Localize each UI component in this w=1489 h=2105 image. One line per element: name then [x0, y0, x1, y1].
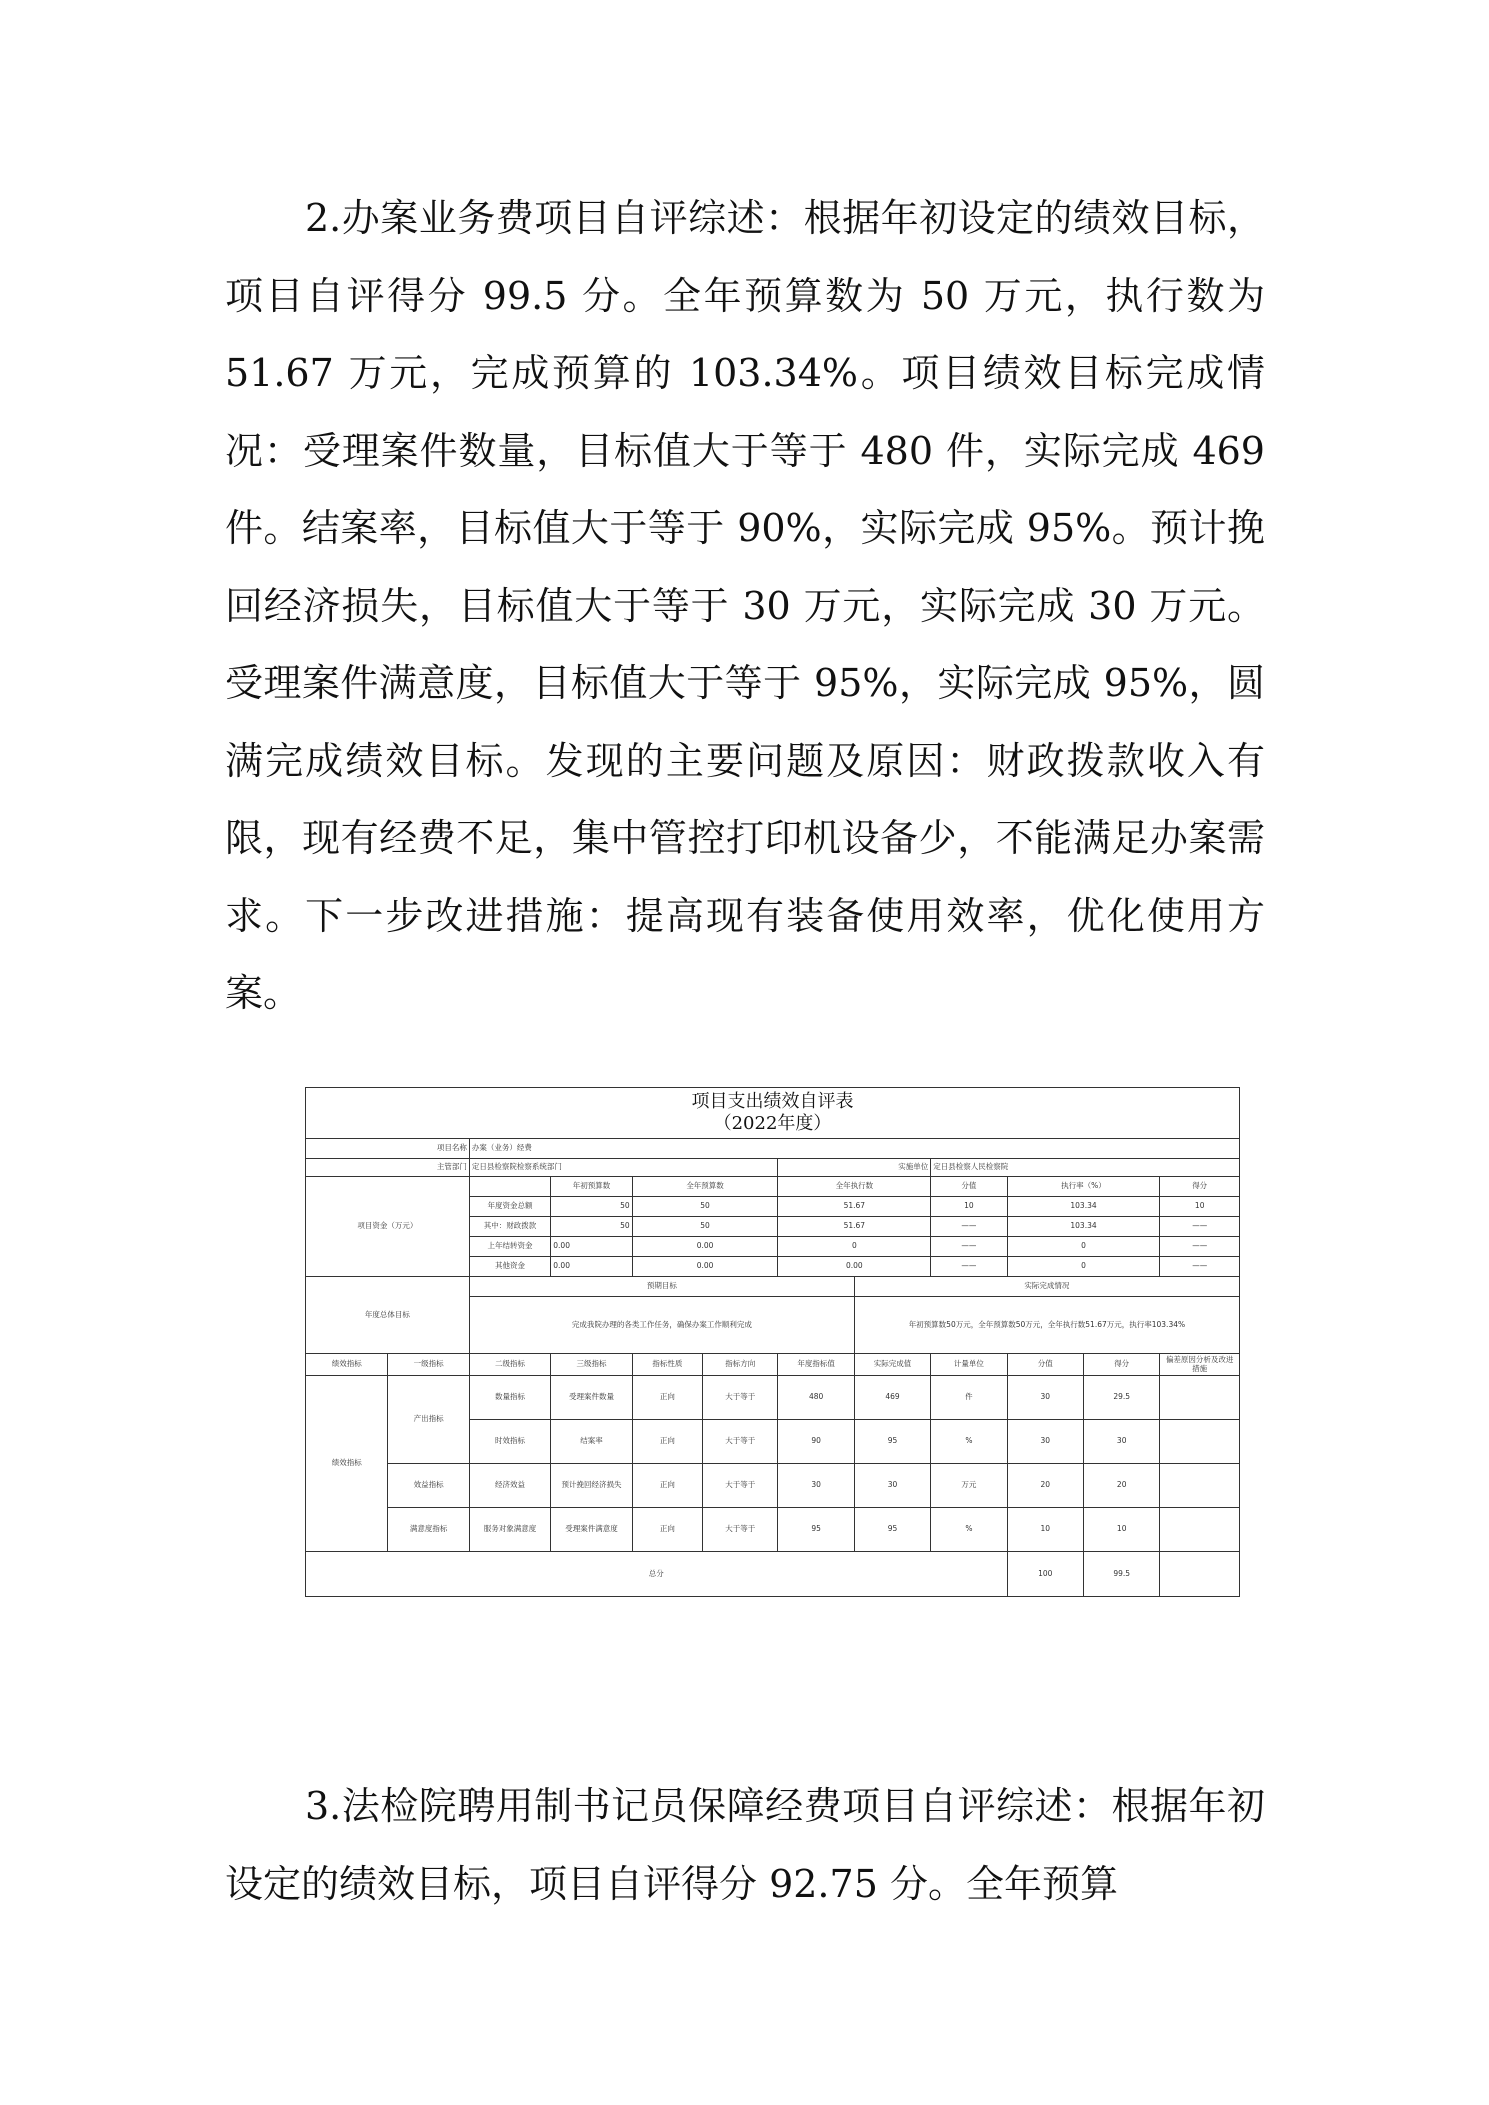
indicator-direction: 大于等于 [703, 1508, 778, 1552]
indicator-actual: 95 [854, 1420, 930, 1464]
funds-row-name: 年度资金总额 [469, 1197, 550, 1217]
funds-full-year: 0.00 [632, 1237, 778, 1257]
indicator-weight: 20 [1007, 1464, 1083, 1508]
indicator-l2: 时效指标 [469, 1420, 550, 1464]
funds-executed: 0.00 [778, 1257, 931, 1277]
funds-weight: —— [931, 1237, 1007, 1257]
indicator-direction: 大于等于 [703, 1376, 778, 1420]
goal-actual: 年初预算数50万元，全年预算数50万元，全年执行数51.67万元，执行率103.34% [854, 1297, 1239, 1354]
dept-value: 定日县检察院检察系统部门 [469, 1159, 778, 1177]
indicator-target: 480 [778, 1376, 854, 1420]
impl-value: 定日县检察人民检察院 [931, 1159, 1240, 1177]
funds-executed: 51.67 [778, 1217, 931, 1237]
ind-header: 得分 [1084, 1354, 1160, 1376]
paragraph-number: 3. [305, 1784, 342, 1828]
indicator-l3: 受理案件满意度 [551, 1508, 632, 1552]
indicator-remark [1160, 1464, 1240, 1508]
funds-row-name: 其他资金 [469, 1257, 550, 1277]
funds-header: 全年执行数 [778, 1177, 931, 1197]
funds-initial: 0.00 [551, 1257, 632, 1277]
table-title: 项目支出绩效自评表 [691, 1090, 854, 1112]
indicator-nature: 正向 [632, 1464, 702, 1508]
funds-rate: 0 [1007, 1257, 1160, 1277]
ind-header: 年度指标值 [778, 1354, 854, 1376]
indicator-weight: 30 [1007, 1420, 1083, 1464]
indicator-nature: 正向 [632, 1420, 702, 1464]
indicator-l3: 受理案件数量 [551, 1376, 632, 1420]
total-weight: 100 [1007, 1552, 1083, 1597]
goal-actual-label: 实际完成情况 [854, 1277, 1239, 1297]
indicator-remark [1160, 1420, 1240, 1464]
ind-header: 分值 [1007, 1354, 1083, 1376]
funds-row-name: 其中：财政拨款 [469, 1217, 550, 1237]
indicator-target: 95 [778, 1508, 854, 1552]
indicator-score: 30 [1084, 1420, 1160, 1464]
goal-expected: 完成我院办理的各类工作任务，确保办案工作顺利完成 [469, 1297, 854, 1354]
table-year: （2022年度） [713, 1113, 832, 1134]
indicator-actual: 95 [854, 1508, 930, 1552]
ind-header: 绩效指标 [306, 1354, 388, 1376]
performance-table-image [305, 1087, 1240, 1604]
ind-header: 实际完成值 [854, 1354, 930, 1376]
funds-weight: —— [931, 1217, 1007, 1237]
satisfaction-label: 满意度指标 [388, 1508, 469, 1552]
funds-rate: 0 [1007, 1237, 1160, 1257]
indicator-score: 20 [1084, 1464, 1160, 1508]
impl-label: 实施单位 [778, 1159, 931, 1177]
ind-header: 指标性质 [632, 1354, 702, 1376]
funds-score: —— [1160, 1217, 1240, 1237]
indicator-target: 90 [778, 1420, 854, 1464]
total-remark [1160, 1552, 1240, 1597]
paragraph-clerk-fund [225, 1768, 1265, 1923]
funds-full-year: 50 [632, 1217, 778, 1237]
goal-label: 年度总体目标 [306, 1277, 470, 1354]
indicator-weight: 10 [1007, 1508, 1083, 1552]
funds-header: 分值 [931, 1177, 1007, 1197]
funds-header: 全年预算数 [632, 1177, 778, 1197]
effect-label: 效益指标 [388, 1464, 469, 1508]
paragraph-text: 办案业务费项目自评综述：根据年初设定的绩效目标，项目自评得分 99.5 分。全年预算数为 50 万元，执行数为 51.67 万元，完成预算的 103.34%。项目绩效目标完成情况：受理案件数量，目标值大于等于 480 件，实际完成 469 件。结案率，目标值大于等于 90%，实际完成 95%。预计挽回经济损失，目标值大于等于 30 万元，实际完成 30 万元。受理案件满意度，目标值大于等于 95%，实际完成 95%，圆满完成绩效目标。发现的主要问题及原因：财政拨款收入有限，现有经费不足，集中管控打印机设备少，不能满足办案需求。下一步改进措施：提高现有装备使用效率，优化使用方案。 [225, 196, 1265, 1015]
funds-rate: 103.34 [1007, 1217, 1160, 1237]
ind-header: 三级指标 [551, 1354, 632, 1376]
indicator-unit: % [931, 1420, 1007, 1464]
project-name: 办案（业务）经费 [469, 1139, 1239, 1159]
funds-label: 项目资金（万元） [306, 1177, 470, 1277]
funds-weight: 10 [931, 1197, 1007, 1217]
indicator-unit: 件 [931, 1376, 1007, 1420]
funds-header: 执行率（%） [1007, 1177, 1160, 1197]
paragraph-office-case-fee [225, 180, 1265, 1033]
indicator-l2: 数量指标 [469, 1376, 550, 1420]
indicator-actual: 30 [854, 1464, 930, 1508]
indicator-unit: 万元 [931, 1464, 1007, 1508]
indicator-l3: 结案率 [551, 1420, 632, 1464]
funds-score: —— [1160, 1257, 1240, 1277]
ind-header: 计量单位 [931, 1354, 1007, 1376]
funds-initial: 0.00 [551, 1237, 632, 1257]
indicator-l3: 预计挽回经济损失 [551, 1464, 632, 1508]
dept-label: 主管部门 [306, 1159, 470, 1177]
funds-header: 得分 [1160, 1177, 1240, 1197]
indicator-remark [1160, 1508, 1240, 1552]
indicator-l2: 服务对象满意度 [469, 1508, 550, 1552]
funds-row-name: 上年结转资金 [469, 1237, 550, 1257]
output-label: 产出指标 [388, 1376, 469, 1464]
indicator-target: 30 [778, 1464, 854, 1508]
indicator-actual: 469 [854, 1376, 930, 1420]
funds-full-year: 0.00 [632, 1257, 778, 1277]
funds-initial: 50 [551, 1217, 632, 1237]
indicator-direction: 大于等于 [703, 1420, 778, 1464]
funds-score: —— [1160, 1237, 1240, 1257]
indicator-score: 29.5 [1084, 1376, 1160, 1420]
funds-header: 年初预算数 [551, 1177, 632, 1197]
indicator-weight: 30 [1007, 1376, 1083, 1420]
goal-expected-label: 预期目标 [469, 1277, 854, 1297]
ind-header: 二级指标 [469, 1354, 550, 1376]
funds-initial: 50 [551, 1197, 632, 1217]
ind-header: 一级指标 [388, 1354, 469, 1376]
indicator-nature: 正向 [632, 1508, 702, 1552]
ind-header: 指标方向 [703, 1354, 778, 1376]
perf-label: 绩效指标 [306, 1376, 388, 1552]
paragraph-number: 2. [305, 196, 342, 240]
funds-full-year: 50 [632, 1197, 778, 1217]
table-title-cell [306, 1088, 1240, 1139]
funds-rate: 103.34 [1007, 1197, 1160, 1217]
indicator-score: 10 [1084, 1508, 1160, 1552]
performance-evaluation-table [305, 1087, 1240, 1597]
indicator-remark [1160, 1376, 1240, 1420]
indicator-direction: 大于等于 [703, 1464, 778, 1508]
project-name-label: 项目名称 [306, 1139, 470, 1159]
paragraph-text: 法检院聘用制书记员保障经费项目自评综述：根据年初设定的绩效目标，项目自评得分 92.75 分。全年预算 [225, 1784, 1265, 1906]
funds-weight: —— [931, 1257, 1007, 1277]
indicator-l2: 经济效益 [469, 1464, 550, 1508]
funds-executed: 0 [778, 1237, 931, 1257]
total-score: 99.5 [1084, 1552, 1160, 1597]
indicator-unit: % [931, 1508, 1007, 1552]
funds-score: 10 [1160, 1197, 1240, 1217]
indicator-nature: 正向 [632, 1376, 702, 1420]
funds-header-blank [469, 1177, 550, 1197]
total-label: 总分 [306, 1552, 1008, 1597]
ind-header: 偏差原因分析及改进措施 [1160, 1354, 1240, 1376]
funds-executed: 51.67 [778, 1197, 931, 1217]
